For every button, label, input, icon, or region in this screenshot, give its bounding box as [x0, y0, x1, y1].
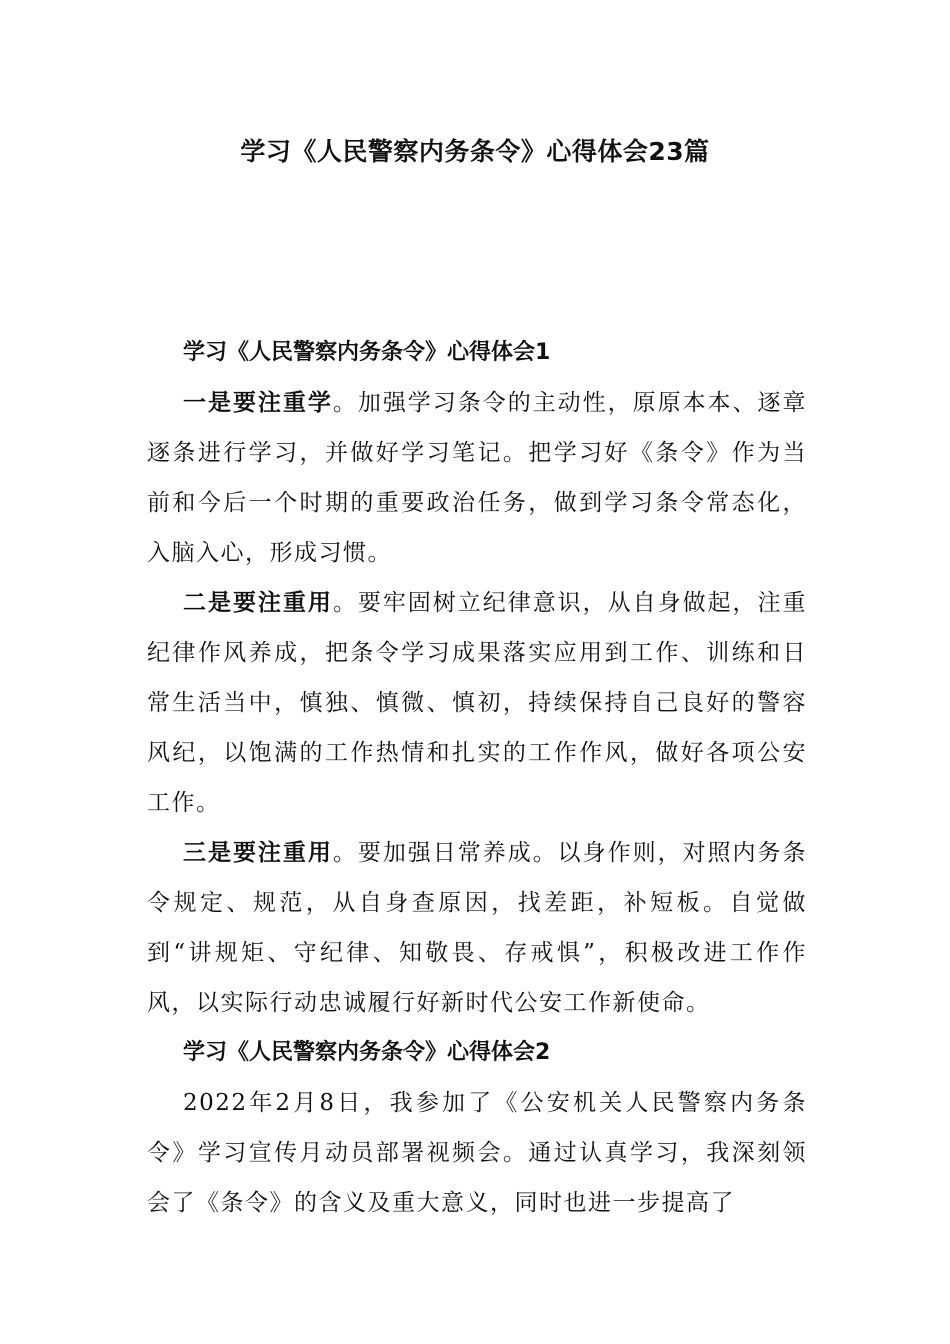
section-heading: 学习《人民警察内务条令》心得体会1 — [183, 340, 551, 365]
paragraph-text: 。加强学习条令的主动性，原原本本、逐章逐条进行学习，并做好学习笔记。把学习好《条令》作为当前和今后一个时期的重要政治任务，做到学习条令常态化，入脑入心，形成习惯。 — [147, 390, 808, 566]
paragraph-lead: 一是要注重学 — [183, 390, 333, 416]
section-1 — [147, 328, 807, 1028]
paragraph-text: 。要牢固树立纪律意识，从自身做起，注重纪律作风养成，把条令学习成果落实应用到工作、训练和日常生活当中，慎独、慎微、慎初，持续保持自己良好的警容风纪，以饱满的工作热情和扎实的工作作风，做好各项公安工作。 — [147, 590, 808, 816]
section-heading: 学习《人民警察内务条令》心得体会2 — [183, 1040, 551, 1065]
paragraph-lead: 二是要注重用 — [183, 590, 333, 616]
document-body — [147, 328, 807, 1228]
paragraph-text: 。要加强日常养成。以身作则，对照内务条令规定、规范，从自身查原因，找差距，补短板。自觉做到“讲规矩、守纪律、知敬畏、存戒惧”，积极改进工作作风，以实际行动忠诚履行好新时代公安工作新使命。 — [147, 840, 808, 1016]
paragraph-lead: 三是要注重用 — [183, 840, 333, 866]
section-2 — [147, 1028, 807, 1228]
paragraph — [147, 1078, 807, 1228]
paragraph — [147, 828, 807, 1028]
paragraph — [147, 378, 807, 578]
document-title: 学习《人民警察内务条令》心得体会23篇 — [240, 137, 710, 166]
paragraph — [147, 578, 807, 828]
paragraph-text: 2022年2月8日，我参加了《公安机关人民警察内务条令》学习宣传月动员部署视频会。通过认真学习，我深刻领会了《条令》的含义及重大意义，同时也进一步提高了 — [147, 1090, 807, 1216]
